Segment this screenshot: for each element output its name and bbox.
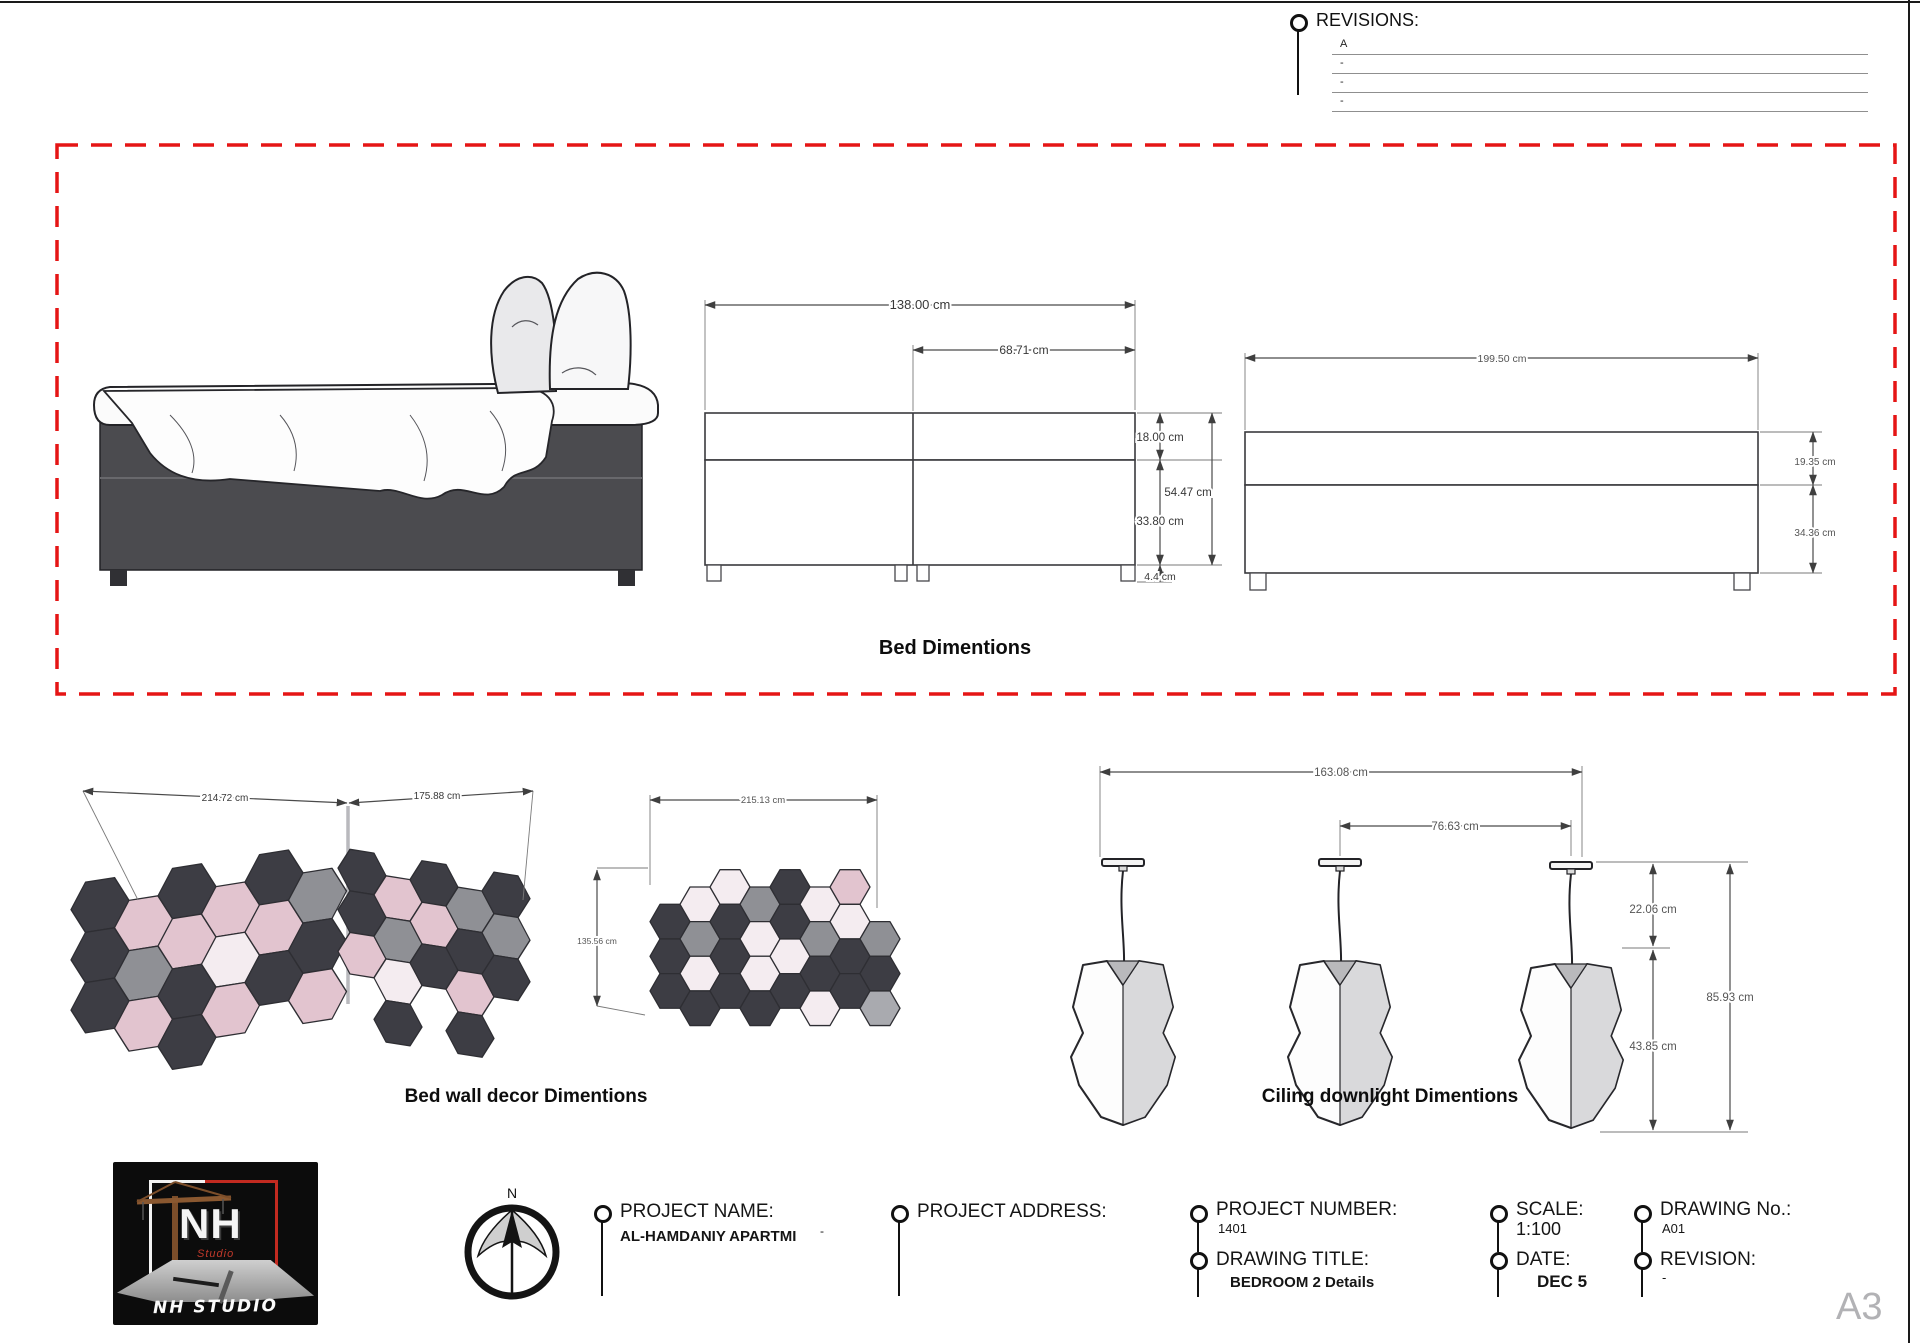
ceiling-downlights <box>1071 766 1754 1132</box>
revision-row: - <box>1332 74 1868 93</box>
revision-label: REVISION: <box>1660 1249 1757 1270</box>
svg-text:4.4 cm: 4.4 cm <box>1144 571 1176 583</box>
svg-text:85.93 cm: 85.93 cm <box>1706 992 1754 1004</box>
project-name-label: PROJECT NAME: <box>620 1201 774 1222</box>
revisions-pin <box>1290 14 1308 32</box>
field-pin <box>1190 1205 1208 1223</box>
svg-text:68.71 cm: 68.71 cm <box>999 343 1049 357</box>
drawing-title-label: DRAWING TITLE: <box>1216 1249 1370 1270</box>
logo-studio-name: NH STUDIO <box>152 1295 279 1319</box>
wall-decor-perspective <box>71 791 533 1085</box>
svg-text:54.47 cm: 54.47 cm <box>1164 487 1212 499</box>
bed-front-elevation-small <box>705 297 1222 583</box>
nh-studio-logo <box>113 1162 318 1325</box>
project-name-value: AL-HAMDANIY APARTMI <box>620 1228 797 1245</box>
svg-text:138.00 cm: 138.00 cm <box>889 297 951 312</box>
scale-value: 1:100 <box>1516 1219 1562 1239</box>
hex-tile <box>446 1010 494 1059</box>
svg-text:215.13 cm: 215.13 cm <box>740 795 786 806</box>
svg-text:33.80 cm: 33.80 cm <box>1136 516 1184 528</box>
field-pin <box>1190 1252 1208 1270</box>
date-label: DATE: <box>1516 1249 1571 1270</box>
date-value: DEC 5 <box>1537 1272 1588 1291</box>
svg-text:135.56 cm: 135.56 cm <box>577 936 617 946</box>
pillow-back <box>491 277 556 393</box>
svg-text:214.72 cm: 214.72 cm <box>201 793 249 804</box>
field-pin <box>1490 1205 1508 1223</box>
svg-text:19.35 cm: 19.35 cm <box>1794 457 1836 468</box>
wall-decor-front <box>577 795 900 1026</box>
svg-text:199.50 cm: 199.50 cm <box>1477 353 1527 365</box>
pillow-front <box>550 273 631 389</box>
bed-section-title: Bed Dimentions <box>878 637 1032 659</box>
drawing-no-label: DRAWING No.: <box>1660 1199 1792 1220</box>
revisions-title: REVISIONS: <box>1316 10 1420 30</box>
hex-tile <box>374 999 422 1048</box>
svg-text:34.36 cm: 34.36 cm <box>1794 528 1836 539</box>
revision-row: - <box>1332 55 1868 74</box>
revision-value: - <box>1662 1270 1667 1285</box>
project-address-label: PROJECT ADDRESS: <box>917 1201 1107 1222</box>
drawing-title-value: BEDROOM 2 Details <box>1230 1274 1375 1291</box>
bed-foot <box>110 570 127 586</box>
svg-text:22.06 cm: 22.06 cm <box>1629 904 1677 916</box>
logo-nh-monogram: NH <box>179 1200 242 1247</box>
revision-row: - <box>1332 93 1868 112</box>
bed-front-elevation-large <box>1245 353 1836 590</box>
project-number-label: PROJECT NUMBER: <box>1216 1199 1398 1220</box>
field-pin <box>1634 1205 1652 1223</box>
field-pin <box>891 1205 909 1223</box>
bed-side-view-illustration <box>94 273 658 586</box>
drawing-no-value: A01 <box>1662 1221 1686 1236</box>
field-pin <box>1634 1252 1652 1270</box>
lights-section-title: Ciling downlight Dimentions <box>1261 1086 1519 1107</box>
project-name-suffix: - <box>820 1224 824 1238</box>
svg-text:175.88 cm: 175.88 cm <box>413 791 461 802</box>
svg-text:18.00 cm: 18.00 cm <box>1136 432 1184 444</box>
svg-text:76.63 cm: 76.63 cm <box>1431 821 1479 833</box>
paper-size-label: A3 <box>1836 1286 1883 1328</box>
logo-script-text: Studio <box>197 1248 235 1260</box>
north-arrow-compass <box>468 1185 556 1296</box>
scale-label: SCALE: <box>1516 1199 1584 1220</box>
svg-text:163.08 cm: 163.08 cm <box>1314 767 1368 779</box>
decor-section-title: Bed wall decor Dimentions <box>404 1086 648 1107</box>
field-pin <box>1490 1252 1508 1270</box>
svg-text:N: N <box>506 1185 518 1201</box>
revisions-table <box>1332 36 1868 112</box>
bed-foot <box>618 570 635 586</box>
svg-text:43.85 cm: 43.85 cm <box>1629 1041 1677 1053</box>
revision-row: A <box>1332 36 1868 55</box>
field-pin <box>594 1205 612 1223</box>
project-number-value: 1401 <box>1218 1221 1247 1236</box>
